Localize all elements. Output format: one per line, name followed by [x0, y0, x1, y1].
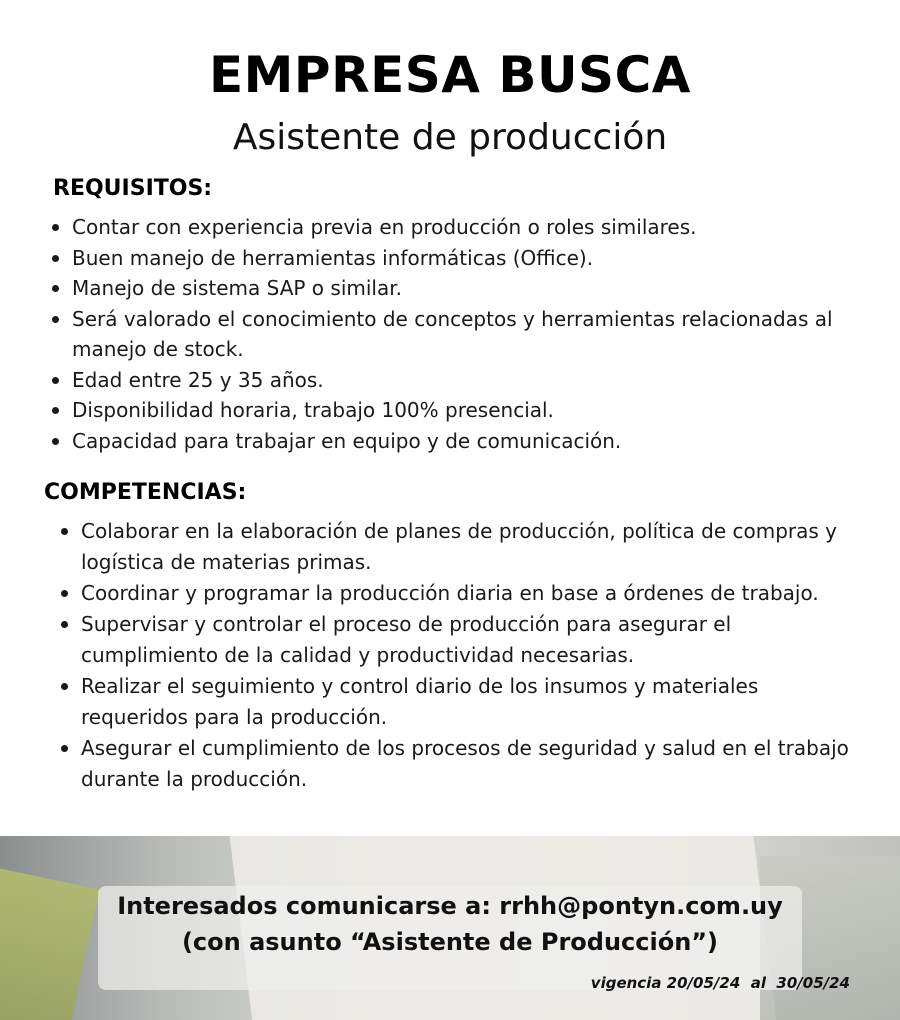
requisitos-list — [50, 212, 850, 456]
job-position-subtitle: Asistente de producción — [232, 117, 668, 158]
contact-email-line[interactable]: Interesados comunicarse a: rrhh@pontyn.com.uy — [117, 892, 783, 920]
list-item: Contar con experiencia previa en producción o roles similares. — [50, 212, 850, 243]
list-item: Manejo de sistema SAP o similar. — [50, 273, 850, 304]
list-item: Coordinar y programar la producción diaria en base a órdenes de trabajo. — [59, 578, 859, 609]
contact-banner — [0, 836, 900, 1020]
competencias-list — [59, 516, 859, 795]
list-item: Realizar el seguimiento y control diario de los insumos y materiales requeridos para la producción. — [59, 671, 859, 733]
validity-dates: vigencia 20/05/24 al 30/05/24 — [590, 974, 850, 992]
page-title: EMPRESA BUSCA — [209, 46, 691, 104]
list-item: Será valorado el conocimiento de conceptos y herramientas relacionadas al manejo de stock. — [50, 304, 850, 365]
list-item: Asegurar el cumplimiento de los procesos de seguridad y salud en el trabajo durante la producción. — [59, 733, 859, 795]
list-item: Supervisar y controlar el proceso de producción para asegurar el cumplimiento de la calidad y productividad necesarias. — [59, 609, 859, 671]
list-item: Buen manejo de herramientas informáticas (Office). — [50, 243, 850, 274]
requisitos-heading: REQUISITOS: — [53, 176, 213, 201]
list-item: Edad entre 25 y 35 años. — [50, 365, 850, 396]
competencias-heading: COMPETENCIAS: — [44, 480, 247, 505]
list-item: Disponibilidad horaria, trabajo 100% presencial. — [50, 395, 850, 426]
list-item: Colaborar en la elaboración de planes de producción, política de compras y logística de materias primas. — [59, 516, 859, 578]
contact-subject-line: (con asunto “Asistente de Producción”) — [181, 928, 719, 956]
list-item: Capacidad para trabajar en equipo y de comunicación. — [50, 426, 850, 457]
